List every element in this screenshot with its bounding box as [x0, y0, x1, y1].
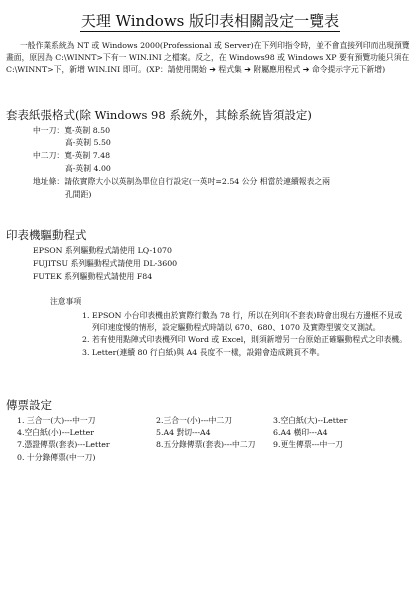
paper-row: 中一刀：寬-英制 8.50 [33, 126, 111, 135]
ticket-option: 5.A4 對切---A4 [156, 428, 211, 438]
ticket-option: 9.更生傳票---中一刀 [273, 440, 343, 450]
arrow-right-icon: ➔ [244, 65, 251, 75]
ticket-option: 3.空白紙(大)--Letter [273, 416, 348, 425]
ticket-option: 7.憑證傳票(套表)---Letter [17, 440, 110, 450]
driver-item: FUJITSU 系列驅動程式請使用 DL-3600 [33, 259, 178, 268]
driver-heading: 印表機驅動程式 [6, 228, 87, 242]
ticket-heading: 傳票設定 [6, 398, 52, 412]
address-row: 地址條：請依實際大小以英制為單位自行設定(一英吋=2.54 公分 相當於連續報表之兩 [33, 177, 330, 186]
page-title-text: 天理 Windows 版印表相關設定一覽表 [80, 12, 340, 30]
paper-row: 高-英制 4.00 [65, 164, 111, 173]
ticket-option: 4.空白紙(小)---Letter [17, 428, 95, 438]
paper-row: 中二刀：寬-英制 7.48 [33, 151, 111, 160]
notes-heading: 注意事項 [50, 297, 82, 306]
note-item: 2. 若有使用點陣式印表機列印 Word 或 Excel，則須新增另一台原始正確驅動程式之印表機。 [82, 335, 407, 345]
ticket-option: 6.A4 橫印---A4 [273, 428, 328, 438]
arrow-right-icon: ➔ [302, 65, 310, 75]
ticket-row [17, 452, 407, 464]
ticket-row [17, 427, 407, 439]
ticket-grid [17, 415, 407, 464]
page-title [0, 11, 420, 32]
ticket-option: 8.五分錄傳票(套表)---中二刀 [156, 440, 256, 450]
intro-text: 一般作業系統為 NT 或 Windows 2000(Professional 或 Server)在下列印指令時，並不會直接列印而出現預覽畫面，原因為 C:\WINNT>下有一 WIN.INI 之檔案。反之，在 Windows98 或 Windows XP 要有預覽功能只須在 C:\WINNT>下，新增 WIN.INI 即可。(XP：請使用開始 ➔ 程式集 ➔ 附屬應用程式 ➔ 命令提示字元下新增) [6, 40, 414, 77]
ticket-option: 0. 十分錄傳票(中一刀) [17, 452, 96, 462]
driver-item: FUTEK 系列驅動程式請使用 F84 [33, 272, 153, 281]
note-item: 1. EPSON 小台印表機由於實際行數為 78 行，所以在列印(不套表)時會出現右方邊框不見或列印速度慢的情形，設定驅動程式時請以 670、680、1070 及實際型號交叉測試。 [82, 311, 403, 333]
address-row-cont: 孔間距) [65, 190, 92, 199]
ticket-row [17, 439, 407, 451]
ticket-row [17, 415, 407, 427]
intro-paragraph [6, 40, 414, 77]
note-item: 3. Letter(連續 80 行白紙)與 A4 長度不一樣，設錯會造成跳頁不準。 [82, 347, 325, 357]
paper-row: 高-英制 5.50 [65, 138, 111, 147]
ticket-option: 2.三合一(小)---中二刀 [156, 416, 233, 425]
ticket-option: 1. 三合一(大)---中一刀 [17, 416, 96, 425]
driver-item: EPSON 系列驅動程式請使用 LQ-1070 [33, 246, 172, 255]
arrow-right-icon: ➔ [209, 65, 216, 75]
notes-list [82, 310, 408, 359]
paper-format-heading: 套表紙張格式(除 Windows 98 系統外，其餘系統皆須設定) [6, 108, 312, 122]
